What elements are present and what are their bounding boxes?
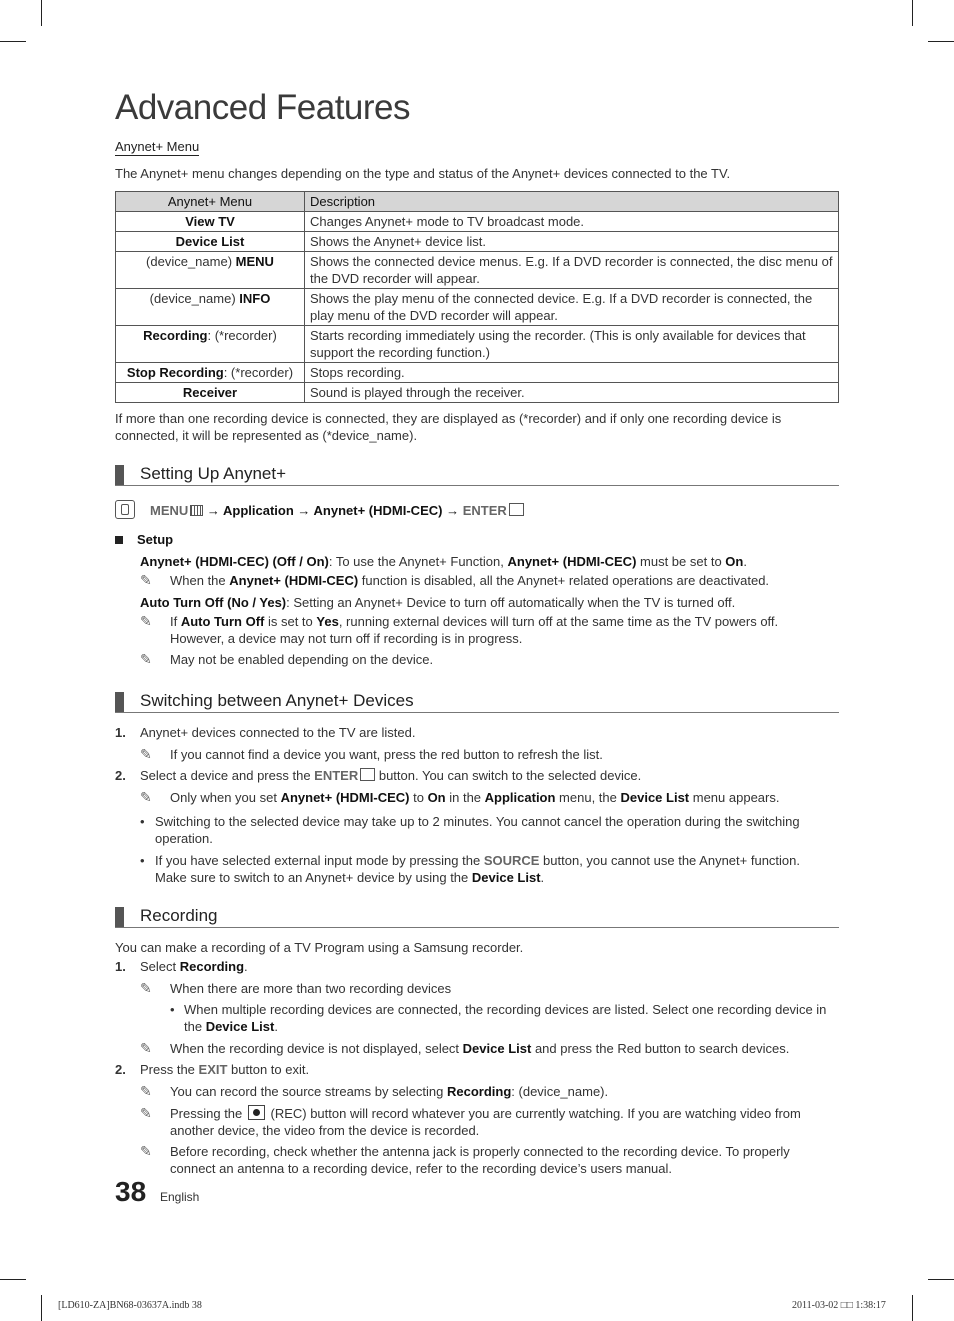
table-cell: Shows the play menu of the connected device. E.g. If a DVD recorder is connected, the play menu of the DVD recorder will appear. (305, 289, 839, 326)
crop-mark (41, 1295, 42, 1321)
section-bar-icon (115, 465, 124, 485)
crop-mark (912, 0, 913, 26)
table-row (116, 252, 839, 289)
dot-bullet-icon: • (140, 853, 145, 868)
note: ✎ When the Anynet+ (HDMI-CEC) function is disabled, all the Anynet+ related operations are deactivated. (140, 572, 770, 588)
section-subhead: Anynet+ Menu (115, 139, 200, 154)
section-bar-icon (115, 907, 124, 927)
bullet-text: operation. (155, 831, 213, 846)
hdmi-cec-option: Anynet+ (HDMI-CEC) (Off / On): To use the Anynet+ Function, Anynet+ (HDMI-CEC) must be set to On. (140, 554, 747, 569)
list-item: 2. Press the EXIT button to exit. (115, 1062, 310, 1077)
crop-mark (928, 1279, 954, 1280)
table-cell: Sound is played through the receiver. (305, 383, 839, 403)
table-cell: Recording: (*recorder) (116, 326, 305, 363)
rec-button-icon (248, 1105, 265, 1120)
note: ✎ Pressing the (REC) button will record whatever you are currently watching. If you are watching video from (140, 1105, 801, 1121)
page-title: Advanced Features (115, 88, 411, 127)
table-row (116, 383, 839, 403)
note: ✎ Only when you set Anynet+ (HDMI-CEC) to On in the Application menu, the Device List menu appears. (140, 789, 780, 805)
crop-mark (0, 1279, 26, 1280)
table-cell: (device_name) MENU (116, 252, 305, 289)
note: ✎ If you cannot find a device you want, press the red button to refresh the list. (140, 746, 603, 762)
note-pencil-icon: ✎ (140, 1083, 152, 1099)
language-label: English (160, 1190, 200, 1204)
table-cell: Changes Anynet+ mode to TV broadcast mode. (305, 212, 839, 232)
table-cell: Shows the connected device menus. E.g. If a DVD recorder is connected, the disc menu of the DVD recorder will appear. (305, 252, 839, 289)
intro-text: The Anynet+ menu changes depending on the type and status of the Anynet+ devices connected to the TV. (115, 166, 731, 181)
table-row (116, 363, 839, 383)
note-continuation: another device, the video from the device is recorded. (170, 1123, 480, 1138)
crop-mark (41, 0, 42, 26)
table-cell: View TV (116, 212, 305, 232)
table-header-row (116, 192, 839, 212)
recording-intro: You can make a recording of a TV Program using a Samsung recorder. (115, 940, 524, 955)
section-heading-setting-up: Setting Up Anynet+ (115, 463, 839, 486)
table-header: Anynet+ Menu (116, 192, 305, 212)
menu-icon (190, 505, 203, 516)
table-cell: Stop Recording: (*recorder) (116, 363, 305, 383)
note: ✎ If Auto Turn Off is set to Yes, running external devices will turn off at the same time as the TV powers off. (140, 613, 779, 629)
note-pencil-icon: ✎ (140, 1143, 152, 1159)
note-pencil-icon: ✎ (140, 651, 152, 667)
note-pencil-icon: ✎ (140, 789, 152, 805)
anynet-menu-table (115, 191, 839, 403)
note-pencil-icon: ✎ (140, 1105, 152, 1121)
remote-icon (115, 500, 135, 519)
note-continuation: However, a device may not turn off if recording is in progress. (170, 631, 523, 646)
table-row (116, 232, 839, 252)
bullet-text: the Device List. (184, 1019, 278, 1034)
list-item: 1. Anynet+ devices connected to the TV are listed. (115, 725, 416, 740)
table-row (116, 289, 839, 326)
note-continuation: connect an antenna to a recording device, refer to the recording device’s users manual. (170, 1161, 673, 1176)
note-pencil-icon: ✎ (140, 1040, 152, 1056)
enter-icon (360, 768, 375, 781)
dot-bullet-icon: • (170, 1002, 175, 1017)
enter-icon (509, 503, 524, 516)
table-cell: Starts recording immediately using the recorder. (This is only available for devices that support the recording function.) (305, 326, 839, 363)
table-cell: Stops recording. (305, 363, 839, 383)
square-bullet-icon (115, 536, 123, 544)
footer-timestamp: 2011-03-02 □□ 1:38:17 (792, 1300, 886, 1311)
section-heading-switching: Switching between Anynet+ Devices (115, 690, 839, 713)
page-number: 38 (115, 1176, 147, 1207)
list-item: 1. Select Recording. (115, 959, 248, 974)
menu-path: MENU → Application → Anynet+ (HDMI-CEC) → ENTER (150, 502, 524, 519)
crop-mark (0, 41, 26, 42)
table-cell: Shows the Anynet+ device list. (305, 232, 839, 252)
note-pencil-icon: ✎ (140, 613, 152, 629)
note: ✎ When the recording device is not displayed, select Device List and press the Red button to search devices. (140, 1040, 790, 1056)
table-cell: Receiver (116, 383, 305, 403)
section-bar-icon (115, 692, 124, 712)
note-pencil-icon: ✎ (140, 572, 152, 588)
bullet-text: When multiple recording devices are connected, the recording devices are listed. Select one recording device in (184, 1002, 827, 1017)
footer-file-info: [LD610-ZA]BN68-03637A.indb 38 (58, 1300, 202, 1311)
bullet-setup: Setup (115, 531, 173, 548)
bullet-text: If you have selected external input mode by pressing the SOURCE button, you cannot use the Anynet+ function. (155, 853, 800, 868)
crop-mark (912, 1295, 913, 1321)
table-row (116, 212, 839, 232)
after-table-text: If more than one recording device is connected, they are displayed as (*recorder) and if only one recording device is connected, it will be represented as (*device_name). (115, 411, 782, 443)
auto-turn-off-option: Auto Turn Off (No / Yes): Setting an Anynet+ Device to turn off automatically when the TV is turned off. (140, 595, 736, 610)
note: ✎ You can record the source streams by selecting Recording: (device_name). (140, 1083, 609, 1099)
bullet-text: Switching to the selected device may take up to 2 minutes. You cannot cancel the operation during the switching (155, 814, 800, 829)
table-cell: (device_name) INFO (116, 289, 305, 326)
note-pencil-icon: ✎ (140, 746, 152, 762)
table-row (116, 326, 839, 363)
bullet-text: Make sure to switch to an Anynet+ device by using the Device List. (155, 870, 545, 885)
note: ✎ Before recording, check whether the antenna jack is properly connected to the recording device. To properly (140, 1143, 790, 1159)
list-item: 2. Select a device and press the ENTER button. You can switch to the selected device. (115, 768, 642, 783)
crop-mark (928, 41, 954, 42)
note: ✎ When there are more than two recording devices (140, 980, 452, 996)
note: ✎ May not be enabled depending on the device. (140, 651, 434, 667)
dot-bullet-icon: • (140, 814, 145, 829)
table-cell: Device List (116, 232, 305, 252)
note-pencil-icon: ✎ (140, 980, 152, 996)
section-heading-recording: Recording (115, 905, 839, 928)
table-header: Description (305, 192, 839, 212)
